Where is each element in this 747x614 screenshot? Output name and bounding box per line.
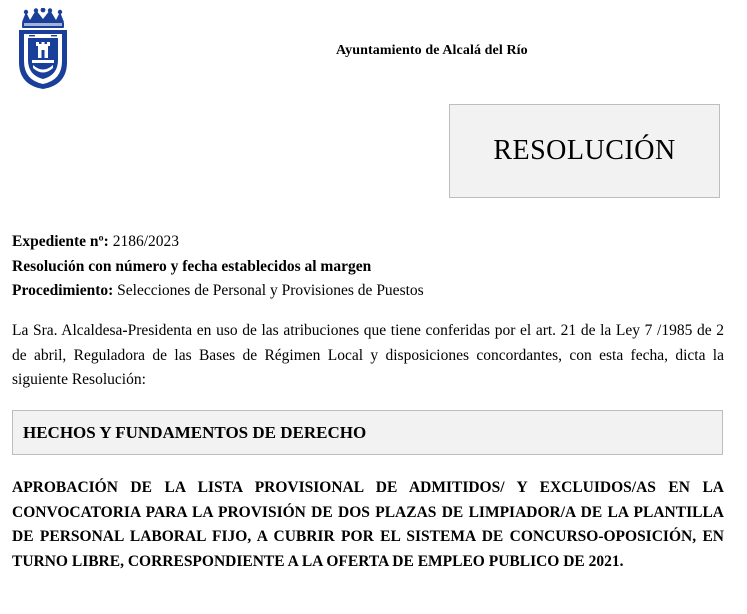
expediente-label: Expediente nº: (12, 233, 109, 250)
resolution-subject: APROBACIÓN DE LA LISTA PROVISIONAL DE ADMITIDOS/ Y EXCLUIDOS/AS EN LA CONVOCATORIA PARA LA PROVISIÓN DE DOS PLAZAS DE LIMPIADOR/A DE LA PLANTILLA DE PERSONAL LABORAL FIJO, A CUBRIR POR EL SISTEMA DE CONCURSO-OPOSICIÓN, EN TURNO LIBRE, CORRESPONDIENTE A LA OFERTA DE EMPLEO PUBLICO DE 2021. (12, 479, 724, 570)
resolucion-row (12, 255, 424, 280)
municipal-coat-of-arms-icon (14, 8, 72, 90)
expediente-value: 2186/2023 (108, 233, 180, 250)
intro-hyphen: - (122, 322, 128, 339)
intro-text-start: La Sra. Alcaldesa (12, 322, 123, 339)
intro-paragraph (12, 319, 724, 393)
resolution-title: RESOLUCIÓN (493, 135, 676, 166)
resolution-title-box (449, 104, 720, 198)
organization-name: Ayuntamiento de Alcalá del Río (336, 43, 528, 58)
document-metadata (12, 230, 424, 304)
expediente-row (12, 230, 424, 255)
intro-text-end: Presidenta en uso de las atribuciones que tiene conferidas por el art. 21 de la Ley 7 /1985 de 2 de abril, Reguladora de las Bases de Régimen Local y disposiciones concordantes, con esta fecha, dicta la siguiente Resolución: (12, 322, 724, 388)
resolucion-label: Resolución con número y fecha establecidos al margen (12, 257, 372, 275)
procedimiento-label: Procedimiento: (12, 282, 114, 299)
section-heading: HECHOS Y FUNDAMENTOS DE DERECHO (23, 422, 367, 442)
procedimiento-value: Selecciones de Personal y Provisiones de Puestos (113, 282, 424, 299)
procedimiento-row (12, 279, 424, 304)
section-heading-box (12, 410, 723, 455)
